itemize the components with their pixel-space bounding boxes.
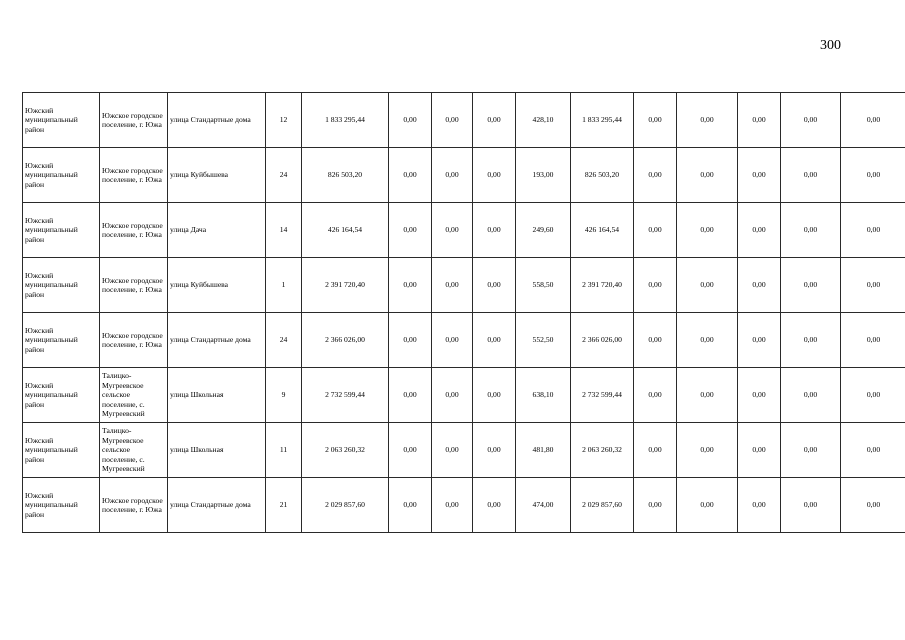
value-cell: 826 503,20	[302, 148, 389, 203]
value-cell: 0,00	[389, 148, 432, 203]
value-cell: 0,00	[432, 148, 473, 203]
value-cell: 0,00	[841, 368, 905, 423]
value-cell: 0,00	[781, 148, 841, 203]
value-cell: 0,00	[473, 93, 516, 148]
value-cell: 0,00	[781, 313, 841, 368]
value-cell: 1 833 295,44	[302, 93, 389, 148]
value-cell: 0,00	[389, 368, 432, 423]
value-cell: 0,00	[677, 93, 738, 148]
value-cell: 0,00	[389, 423, 432, 478]
value-cell: 0,00	[389, 203, 432, 258]
table-row	[23, 93, 905, 148]
value-cell: 2 391 720,40	[571, 258, 634, 313]
address-cell: улица Стандартные дома	[168, 93, 266, 148]
value-cell: 0,00	[432, 478, 473, 533]
value-cell: 0,00	[841, 203, 905, 258]
value-cell: 0,00	[473, 478, 516, 533]
value-cell: 0,00	[634, 313, 677, 368]
district-cell: Южский муниципальный район	[23, 478, 100, 533]
value-cell: 0,00	[781, 258, 841, 313]
address-cell: улица Стандартные дома	[168, 478, 266, 533]
value-cell: 0,00	[432, 203, 473, 258]
value-cell: 1 833 295,44	[571, 93, 634, 148]
value-cell: 2 063 260,32	[302, 423, 389, 478]
settlement-cell: Южское городское поселение, г. Южа	[100, 313, 168, 368]
value-cell: 0,00	[677, 313, 738, 368]
value-cell: 0,00	[738, 478, 781, 533]
district-cell: Южский муниципальный район	[23, 423, 100, 478]
district-cell: Южский муниципальный район	[23, 313, 100, 368]
value-cell: 2 732 599,44	[571, 368, 634, 423]
table-row	[23, 423, 905, 478]
address-cell: улица Куйбышева	[168, 148, 266, 203]
value-cell: 0,00	[677, 478, 738, 533]
house-number-cell: 14	[266, 203, 302, 258]
page-number: 300	[820, 38, 841, 53]
value-cell: 426 164,54	[302, 203, 389, 258]
value-cell: 2 391 720,40	[302, 258, 389, 313]
value-cell: 0,00	[841, 313, 905, 368]
value-cell: 826 503,20	[571, 148, 634, 203]
value-cell: 0,00	[634, 258, 677, 313]
value-cell: 2 029 857,60	[302, 478, 389, 533]
value-cell: 0,00	[841, 478, 905, 533]
value-cell: 0,00	[473, 203, 516, 258]
settlement-cell: Южское городское поселение, г. Южа	[100, 478, 168, 533]
settlement-cell: Южское городское поселение, г. Южа	[100, 93, 168, 148]
value-cell: 474,00	[516, 478, 571, 533]
value-cell: 558,50	[516, 258, 571, 313]
table-row	[23, 368, 905, 423]
value-cell: 0,00	[841, 93, 905, 148]
district-cell: Южский муниципальный район	[23, 258, 100, 313]
value-cell: 0,00	[841, 258, 905, 313]
value-cell: 552,50	[516, 313, 571, 368]
settlement-cell: Талицко-Мугреевское сельское поселение, с. Мугреевский	[100, 368, 168, 423]
value-cell: 0,00	[677, 423, 738, 478]
table-row	[23, 313, 905, 368]
settlement-cell: Талицко-Мугреевское сельское поселение, с. Мугреевский	[100, 423, 168, 478]
value-cell: 0,00	[389, 478, 432, 533]
table-row	[23, 478, 905, 533]
value-cell: 249,60	[516, 203, 571, 258]
address-cell: улица Дача	[168, 203, 266, 258]
address-cell: улица Школьная	[168, 423, 266, 478]
value-cell: 0,00	[634, 148, 677, 203]
house-number-cell: 24	[266, 148, 302, 203]
address-cell: улица Куйбышева	[168, 258, 266, 313]
value-cell: 0,00	[634, 93, 677, 148]
value-cell: 0,00	[389, 313, 432, 368]
value-cell: 0,00	[473, 423, 516, 478]
value-cell: 0,00	[389, 93, 432, 148]
house-number-cell: 9	[266, 368, 302, 423]
value-cell: 0,00	[634, 423, 677, 478]
value-cell: 0,00	[738, 368, 781, 423]
value-cell: 0,00	[677, 368, 738, 423]
value-cell: 0,00	[432, 368, 473, 423]
value-cell: 0,00	[841, 148, 905, 203]
value-cell: 0,00	[841, 423, 905, 478]
table-row	[23, 203, 905, 258]
value-cell: 0,00	[473, 148, 516, 203]
value-cell: 0,00	[738, 313, 781, 368]
value-cell: 0,00	[473, 258, 516, 313]
value-cell: 0,00	[432, 423, 473, 478]
settlement-cell: Южское городское поселение, г. Южа	[100, 148, 168, 203]
value-cell: 2 063 260,32	[571, 423, 634, 478]
house-number-cell: 12	[266, 93, 302, 148]
district-cell: Южский муниципальный район	[23, 148, 100, 203]
value-cell: 0,00	[677, 148, 738, 203]
district-cell: Южский муниципальный район	[23, 93, 100, 148]
value-cell: 0,00	[634, 368, 677, 423]
value-cell: 428,10	[516, 93, 571, 148]
house-number-cell: 21	[266, 478, 302, 533]
table-row	[23, 258, 905, 313]
value-cell: 0,00	[781, 478, 841, 533]
value-cell: 0,00	[634, 203, 677, 258]
value-cell: 0,00	[432, 93, 473, 148]
table-row	[23, 148, 905, 203]
value-cell: 0,00	[677, 203, 738, 258]
value-cell: 638,10	[516, 368, 571, 423]
settlement-cell: Южское городское поселение, г. Южа	[100, 258, 168, 313]
value-cell: 0,00	[634, 478, 677, 533]
district-cell: Южский муниципальный район	[23, 203, 100, 258]
value-cell: 0,00	[738, 148, 781, 203]
value-cell: 0,00	[738, 423, 781, 478]
value-cell: 426 164,54	[571, 203, 634, 258]
value-cell: 2 732 599,44	[302, 368, 389, 423]
house-number-cell: 1	[266, 258, 302, 313]
value-cell: 0,00	[473, 313, 516, 368]
value-cell: 0,00	[389, 258, 432, 313]
housing-repair-table	[22, 92, 905, 533]
value-cell: 0,00	[677, 258, 738, 313]
value-cell: 0,00	[738, 93, 781, 148]
value-cell: 0,00	[738, 203, 781, 258]
value-cell: 193,00	[516, 148, 571, 203]
value-cell: 481,80	[516, 423, 571, 478]
value-cell: 2 029 857,60	[571, 478, 634, 533]
value-cell: 0,00	[432, 258, 473, 313]
settlement-cell: Южское городское поселение, г. Южа	[100, 203, 168, 258]
value-cell: 0,00	[781, 423, 841, 478]
district-cell: Южский муниципальный район	[23, 368, 100, 423]
value-cell: 0,00	[432, 313, 473, 368]
value-cell: 0,00	[738, 258, 781, 313]
house-number-cell: 24	[266, 313, 302, 368]
value-cell: 2 366 026,00	[571, 313, 634, 368]
value-cell: 2 366 026,00	[302, 313, 389, 368]
table-body	[23, 93, 905, 533]
value-cell: 0,00	[781, 93, 841, 148]
value-cell: 0,00	[473, 368, 516, 423]
address-cell: улица Стандартные дома	[168, 313, 266, 368]
value-cell: 0,00	[781, 368, 841, 423]
house-number-cell: 11	[266, 423, 302, 478]
address-cell: улица Школьная	[168, 368, 266, 423]
value-cell: 0,00	[781, 203, 841, 258]
